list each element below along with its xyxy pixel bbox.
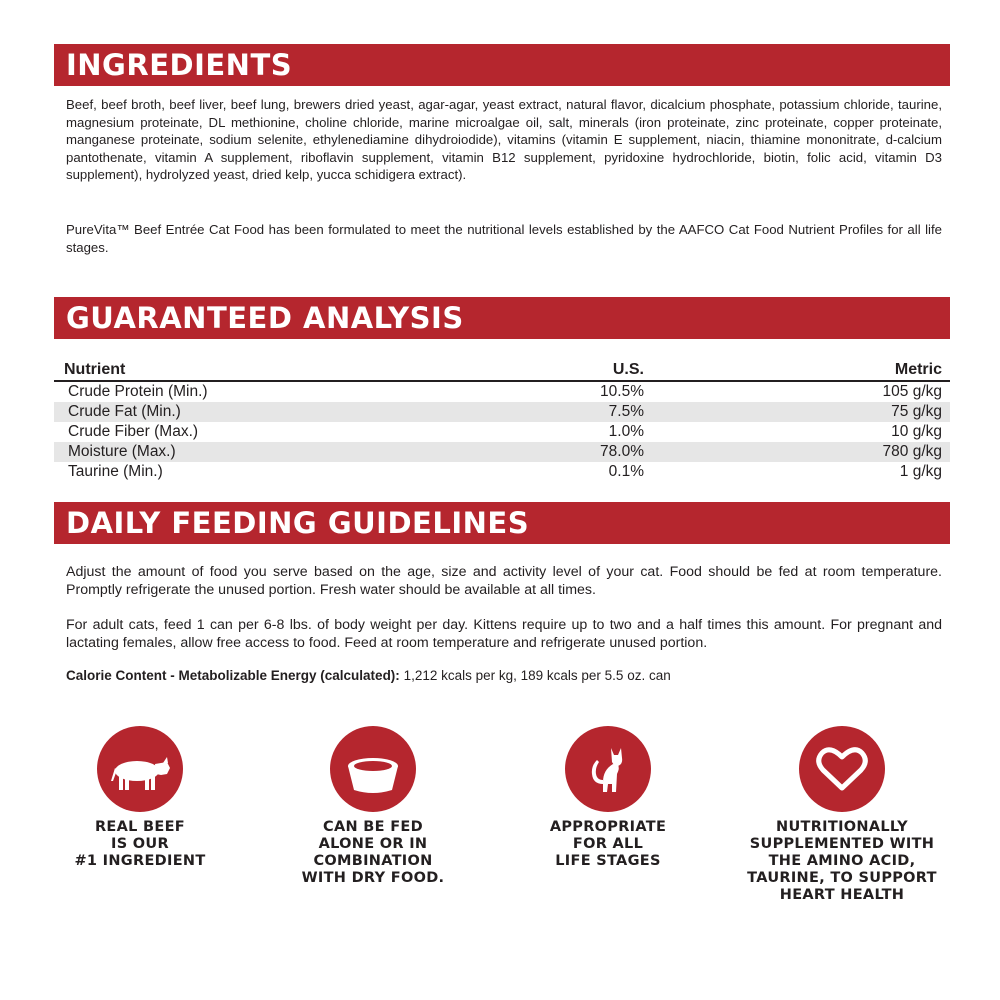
nutrient-cell: Taurine (Min.)	[68, 463, 163, 480]
nutrient-cell: Moisture (Max.)	[68, 443, 176, 460]
feature-label: CAN BE FED ALONE OR IN COMBINATION WITH DRY FOOD.	[301, 819, 445, 886]
table-row	[54, 442, 950, 462]
analysis-table	[54, 360, 950, 482]
bowl-icon	[330, 726, 416, 812]
feature-fed-alone	[263, 726, 483, 887]
column-header-us: U.S.	[612, 361, 644, 378]
aafco-statement: PureVita™ Beef Entrée Cat Food has been formulated to meet the nutritional levels established by the AAFCO Cat Food Nutrient Profiles for all life stages.	[66, 222, 942, 255]
table-row	[54, 422, 950, 442]
metric-cell: 10 g/kg	[891, 423, 942, 440]
ingredients-list: Beef, beef broth, beef liver, beef lung, brewers dried yeast, agar-agar, yeast extract, natural flavor, dicalcium phosphate, potassium chloride, taurine, magnesium proteinate, DL methionine, choline chloride, marine microalgae oil, salt, minerals (iron proteinate, zinc proteinate, copper proteinate, manganese proteinate, sodium selenite, ethylenediamine dihydroiodide), vitamins (vitamin E supplement, niacin, thiamine mononitrate, d-calcium pantothenate, vitamin A supplement, riboflavin supplement, vitamin B12 supplement, pyridoxine hydrochloride, biotin, folic acid, vitamin D3 supplement), hydrolyzed yeast, dried kelp, yucca schidigera extract).	[66, 97, 942, 182]
cow-icon	[97, 726, 183, 812]
calorie-value: 1,212 kcals per kg, 189 kcals per 5.5 oz. can	[399, 668, 671, 683]
feeding-paragraph-1: Adjust the amount of food you serve based on the age, size and activity level of your cat. Food should be fed at room temperature. Promptly refrigerate the unused portion. Fresh water should be available at all times.	[66, 564, 942, 598]
feeding-heading: DAILY FEEDING GUIDELINES	[54, 502, 950, 544]
analysis-heading: GUARANTEED ANALYSIS	[54, 297, 950, 339]
nutrient-cell: Crude Protein (Min.)	[68, 383, 208, 400]
nutrient-cell: Crude Fat (Min.)	[68, 403, 181, 420]
us-cell: 7.5%	[608, 403, 644, 420]
us-cell: 78.0%	[600, 443, 644, 460]
heart-icon	[799, 726, 885, 812]
table-row	[54, 462, 950, 482]
feature-label: NUTRITIONALLY SUPPLEMENTED WITH THE AMINO ACID, TAURINE, TO SUPPORT HEART HEALTH	[747, 819, 937, 903]
table-row	[54, 382, 950, 402]
metric-cell: 75 g/kg	[891, 403, 942, 420]
calorie-label: Calorie Content - Metabolizable Energy (calculated):	[66, 668, 400, 683]
feature-heart-health	[732, 726, 952, 904]
feature-label: REAL BEEF IS OUR #1 INGREDIENT	[74, 819, 206, 869]
cat-icon	[565, 726, 651, 812]
feature-label: APPROPRIATE FOR ALL LIFE STAGES	[549, 819, 667, 869]
metric-cell: 1 g/kg	[899, 463, 942, 480]
nutrient-cell: Crude Fiber (Max.)	[68, 423, 199, 440]
metric-cell: 105 g/kg	[882, 383, 942, 400]
ingredients-heading: INGREDIENTS	[54, 44, 950, 86]
us-cell: 0.1%	[608, 463, 644, 480]
us-cell: 10.5%	[600, 383, 644, 400]
us-cell: 1.0%	[608, 423, 644, 440]
feeding-paragraph-2: For adult cats, feed 1 can per 6-8 lbs. of body weight per day. Kittens require up to two and a half times this amount. For pregnant and lactating females, allow free access to food. Feed at room temperature and refrigerate unused portion.	[66, 617, 942, 651]
table-row	[54, 402, 950, 422]
column-header-nutrient: Nutrient	[64, 361, 126, 378]
column-header-metric: Metric	[894, 361, 942, 378]
feature-real-beef	[30, 726, 250, 870]
analysis-table-header	[54, 360, 950, 382]
feature-life-stages	[498, 726, 718, 870]
metric-cell: 780 g/kg	[882, 443, 942, 460]
calorie-content	[66, 668, 671, 683]
